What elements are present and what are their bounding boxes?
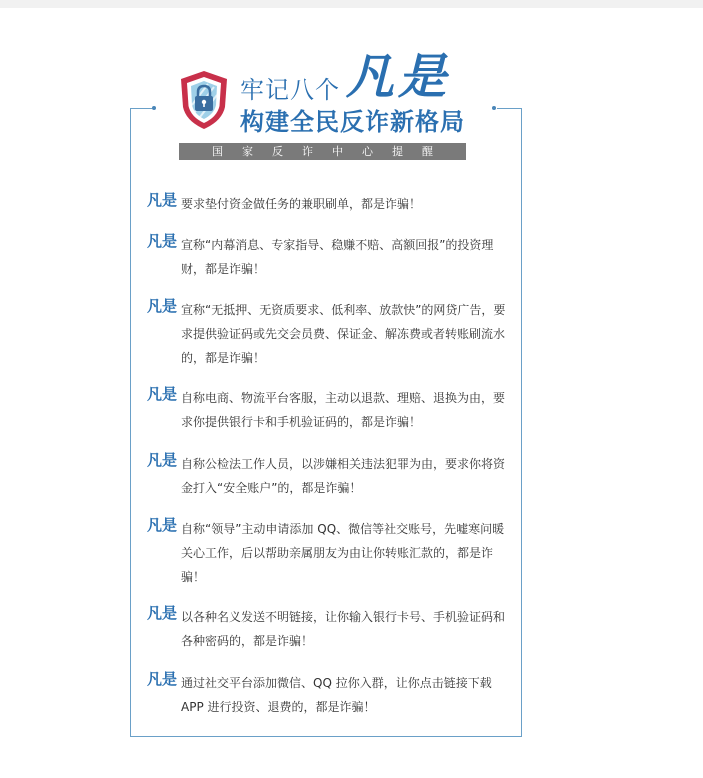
list-item (147, 298, 509, 370)
banner-national-anti-fraud-center: 国家反诈中心提醒 (179, 143, 466, 160)
list-item (147, 192, 509, 216)
item-lead: 凡是 (147, 191, 178, 209)
item-lead: 凡是 (147, 385, 178, 403)
item-lead: 凡是 (147, 297, 178, 315)
poster-title-highlight: 凡是 (346, 49, 451, 105)
frame-top-right-line (497, 108, 522, 109)
poster-title-line1: 牢记八个 (240, 76, 340, 104)
list-item (147, 233, 509, 281)
item-text: 自称“领导”主动申请添加 QQ、微信等社交账号，先嘘寒问暖关心工作，后以帮助亲属朋友为由让你转账汇款的，都是诈骗！ (181, 522, 505, 584)
item-text: 宣称“无抵押、无资质要求、低利率、放款快”的网贷广告，要求提供验证码或先交会员费、保证金、解冻费或者转账刷流水的，都是诈骗！ (181, 303, 506, 365)
item-text: 宣称“内幕消息、专家指导、稳赚不赔、高额回报”的投资理财，都是诈骗！ (181, 238, 494, 276)
top-bar (0, 0, 703, 8)
list-item (147, 452, 509, 500)
item-lead: 凡是 (147, 604, 178, 622)
item-lead: 凡是 (147, 451, 178, 469)
list-item (147, 386, 509, 434)
item-lead: 凡是 (147, 670, 178, 688)
list-item (147, 671, 509, 719)
poster-title-line2: 构建全民反诈新格局 (240, 108, 465, 136)
item-lead: 凡是 (147, 232, 178, 250)
item-text: 要求垫付资金做任务的兼职刷单，都是诈骗！ (181, 197, 422, 211)
item-lead: 凡是 (147, 516, 178, 534)
shield-lock-icon (178, 69, 230, 131)
item-text: 自称电商、物流平台客服，主动以退款、理赔、退换为由，要求你提供银行卡和手机验证码的，都是诈骗！ (181, 391, 506, 429)
list-item (147, 605, 509, 653)
item-text: 自称公检法工作人员，以涉嫌相关违法犯罪为由，要求你将资金打入“安全账户”的，都是诈骗！ (181, 457, 506, 495)
frame-top-left-line (130, 108, 152, 109)
frame-dot-right (492, 106, 496, 110)
list-item (147, 517, 509, 589)
item-text: 通过社交平台添加微信、QQ 拉你入群，让你点击链接下载 APP 进行投资、退费的，都是诈骗！ (181, 676, 492, 714)
frame-dot-left (152, 106, 156, 110)
item-text: 以各种名义发送不明链接，让你输入银行卡号、手机验证码和各种密码的，都是诈骗！ (181, 610, 506, 648)
